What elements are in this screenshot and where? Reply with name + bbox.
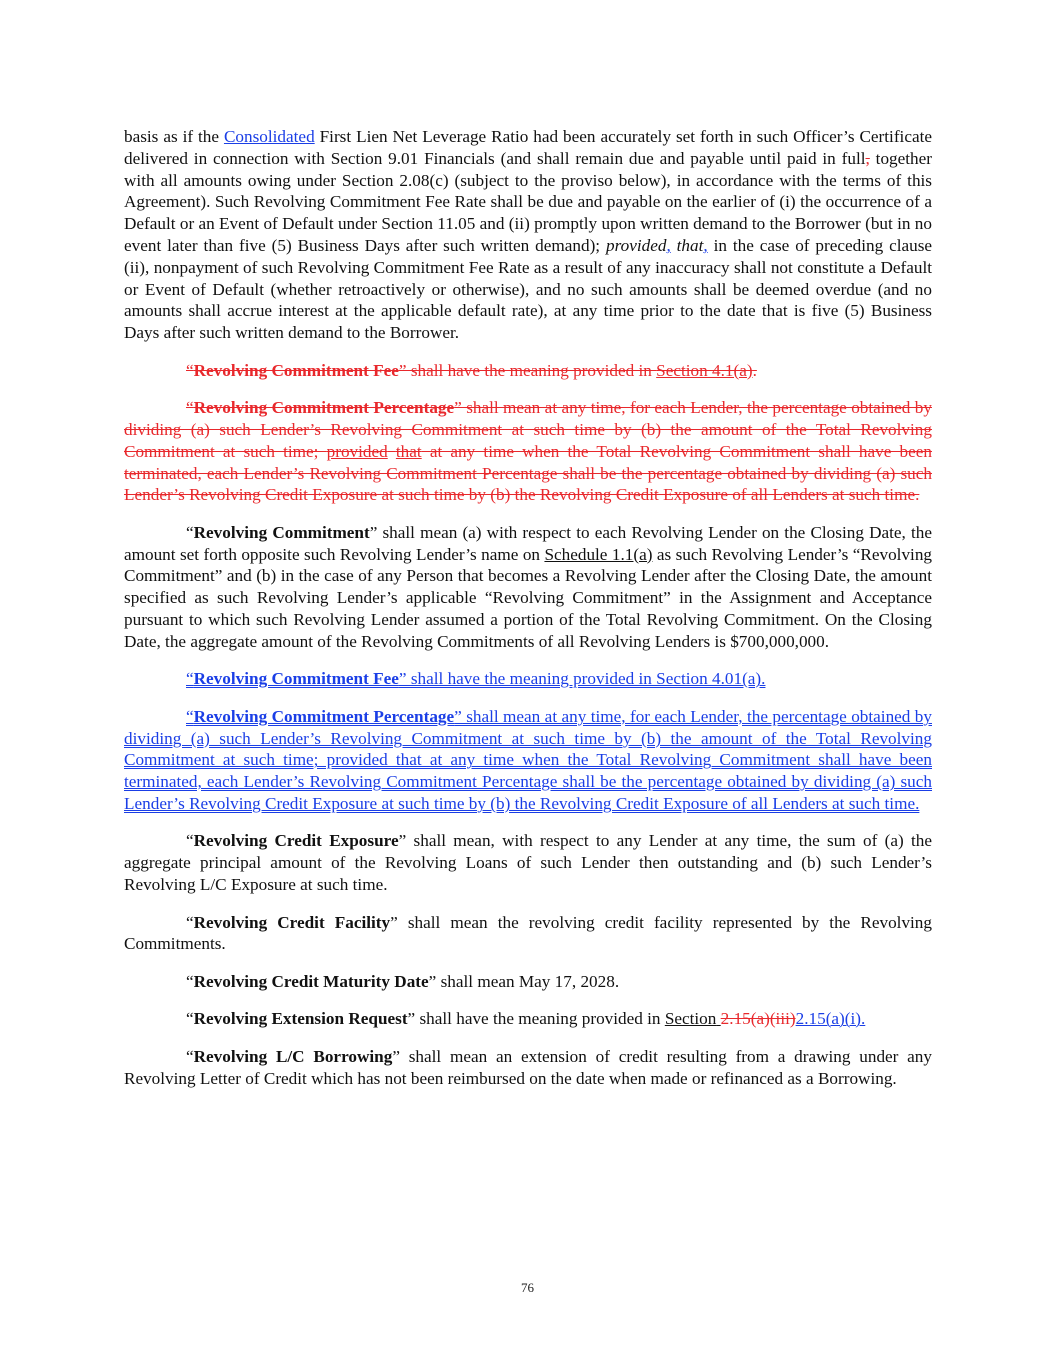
defined-term: Revolving Credit Exposure bbox=[193, 831, 399, 851]
definition-revolving-commitment-fee-deleted bbox=[124, 360, 932, 382]
deleted-text: , bbox=[865, 148, 870, 168]
definition-revolving-commitment-fee-inserted bbox=[124, 668, 932, 690]
inserted-text: , bbox=[666, 235, 671, 255]
defined-term: Revolving Extension Request bbox=[193, 1009, 408, 1029]
schedule-reference: Schedule 1.1(a) bbox=[544, 544, 653, 564]
text-run: basis as if the bbox=[124, 127, 224, 146]
page-number: 76 bbox=[521, 1280, 534, 1295]
paragraph-fee-rate-continuation bbox=[124, 126, 932, 344]
defined-term: Revolving L/C Borrowing bbox=[193, 1046, 393, 1066]
italic-that: that bbox=[676, 235, 704, 255]
inserted-text: , bbox=[703, 235, 708, 255]
text-run: together with all amounts owing under Section 2.08(c) (subject to the proviso below), in accordance with the terms of this Agreement). Such Revolving Commitment Fee Rate shall be due and payable on the earlier of (i) the occurrence of a Default or an Event of Default under Section 11.05 and (ii) promptly upon written demand to the Borrower (but in no event later than five (5) Business Days after such written demand); bbox=[124, 148, 932, 255]
definition-revolving-commitment bbox=[124, 522, 932, 653]
quote-mark: “ bbox=[186, 912, 194, 932]
definition-text: ” shall mean, with respect to any Lender at any time, the sum of (a) the aggregate principal amount of the Revolving Loans of such Lender then outstanding and (b) such Lender’s Revolving L/C Exposure at such time. bbox=[124, 831, 932, 895]
quote-mark: “ bbox=[186, 1009, 194, 1029]
defined-term: Revolving Commitment Percentage bbox=[193, 398, 455, 418]
deleted-text: 2.15(a)(iii) bbox=[720, 1009, 796, 1029]
document-page bbox=[124, 126, 932, 1105]
definition-revolving-lc-borrowing bbox=[124, 1046, 932, 1090]
italic-provided: provided bbox=[605, 235, 667, 255]
defined-term: Revolving Credit Maturity Date bbox=[193, 971, 429, 991]
definition-text: ” shall mean May 17, 2028. bbox=[428, 971, 620, 991]
underlined-provided: provided bbox=[326, 441, 388, 461]
quote-mark: “ bbox=[186, 971, 194, 991]
inserted-text: 2.15(a)(i). bbox=[795, 1009, 866, 1029]
defined-term: Revolving Credit Facility bbox=[193, 912, 391, 932]
section-reference: Section 4.1(a) bbox=[656, 360, 753, 380]
definition-revolving-credit-exposure bbox=[124, 830, 932, 895]
quote-mark: “ bbox=[186, 669, 194, 689]
definition-text: ” shall mean the revolving credit facility represented by the Revolving Commitments. bbox=[124, 912, 932, 954]
quote-mark: “ bbox=[186, 398, 194, 418]
definition-revolving-commitment-percentage-deleted bbox=[124, 397, 932, 506]
definition-text: ” shall have the meaning provided in bbox=[398, 360, 657, 380]
definition-revolving-extension-request bbox=[124, 1008, 932, 1030]
definition-text: as such Revolving Lender’s “Revolving Commitment” and (b) in the case of any Person that becomes a Revolving Lender after the Closing Date, the amount specified as such Revolving Lender’s applicable “Revolving Commitment” in the Assignment and Acceptance pursuant to which such Revolving Lender assumed a portion of the Total Revolving Commitment. On the Closing Date, the aggregate amount of the Revolving Commitments of all Revolving Lenders is $700,000,000. bbox=[124, 544, 933, 651]
definition-text: ” shall mean at any time, for each Lender, the percentage obtained by dividing (a) such Lender’s Revolving Commitment at such time by (b) the amount of the Total Revolving Commitment at such time; provided that at any time when the Total Revolving Commitment shall have been terminated, each Lender’s Revolving Commitment Percentage shall be the percentage obtained by dividing (a) such Lender’s Revolving Credit Exposure at such time by (b) the Revolving Credit Exposure of all Lenders at such time. bbox=[124, 706, 932, 813]
text-run bbox=[388, 442, 396, 461]
quote-mark: “ bbox=[186, 1046, 194, 1066]
quote-mark: “ bbox=[186, 706, 194, 726]
definition-text: ” shall mean at any time, for each Lender, the percentage obtained by dividing (a) such Lender’s Revolving Commitment at such time by (b) the amount of the Total Revolving Commitment at such time; bbox=[124, 398, 932, 461]
text-run: in the case of preceding clause (ii), nonpayment of such Revolving Commitment Fee Rate as a result of any inaccuracy shall not constitute a Default or Event of Default (whether retroactively or otherwise), and no such amounts shall be deemed overdue (and no amounts shall accrue interest at the applicable default rate), at any time prior to the date that is five (5) Business Days after such written demand to the Borrower. bbox=[124, 235, 933, 343]
definition-text: at any time when the Total Revolving Commitment shall have been terminated, each Lender’s Revolving Commitment Percentage shall be the percentage obtained by dividing (a) such Lender’s Revolving Credit Exposure at such time by (b) the Revolving Credit Exposure of all Lenders at such time. bbox=[124, 441, 932, 505]
definition-text: ” shall have the meaning provided in bbox=[407, 1009, 665, 1029]
inserted-text: Consolidated bbox=[223, 127, 315, 146]
definition-revolving-credit-facility bbox=[124, 912, 932, 956]
defined-term: Revolving Commitment Fee bbox=[193, 360, 399, 380]
section-reference: Section bbox=[664, 1009, 717, 1029]
definition-text: ” shall mean an extension of credit resulting from a drawing under any Revolving Letter of Credit which has not been reimbursed on the date when made or refinanced as a Borrowing. bbox=[124, 1046, 932, 1088]
defined-term: Revolving Commitment Percentage bbox=[193, 706, 455, 726]
definition-revolving-commitment-percentage-inserted bbox=[124, 706, 932, 815]
definition-text: ” shall mean (a) with respect to each Revolving Lender on the Closing Date, the amount set forth opposite such Revolving Lender’s name on bbox=[124, 522, 932, 564]
text-run: First Lien Net Leverage Ratio had been accurately set forth in such Officer’s Certificate delivered in connection with Section 9.01 Financials (and shall remain due and payable until paid in full bbox=[124, 127, 932, 168]
defined-term: Revolving Commitment bbox=[193, 522, 370, 542]
quote-mark: “ bbox=[186, 360, 194, 380]
text-run: . bbox=[752, 360, 757, 380]
quote-mark: “ bbox=[186, 522, 194, 542]
underlined-that: that bbox=[395, 441, 422, 461]
quote-mark: “ bbox=[186, 831, 194, 851]
defined-term: Revolving Commitment Fee bbox=[193, 669, 399, 689]
definition-revolving-credit-maturity-date bbox=[124, 971, 932, 993]
definition-text: ” shall have the meaning provided in Section 4.01(a). bbox=[398, 669, 766, 689]
